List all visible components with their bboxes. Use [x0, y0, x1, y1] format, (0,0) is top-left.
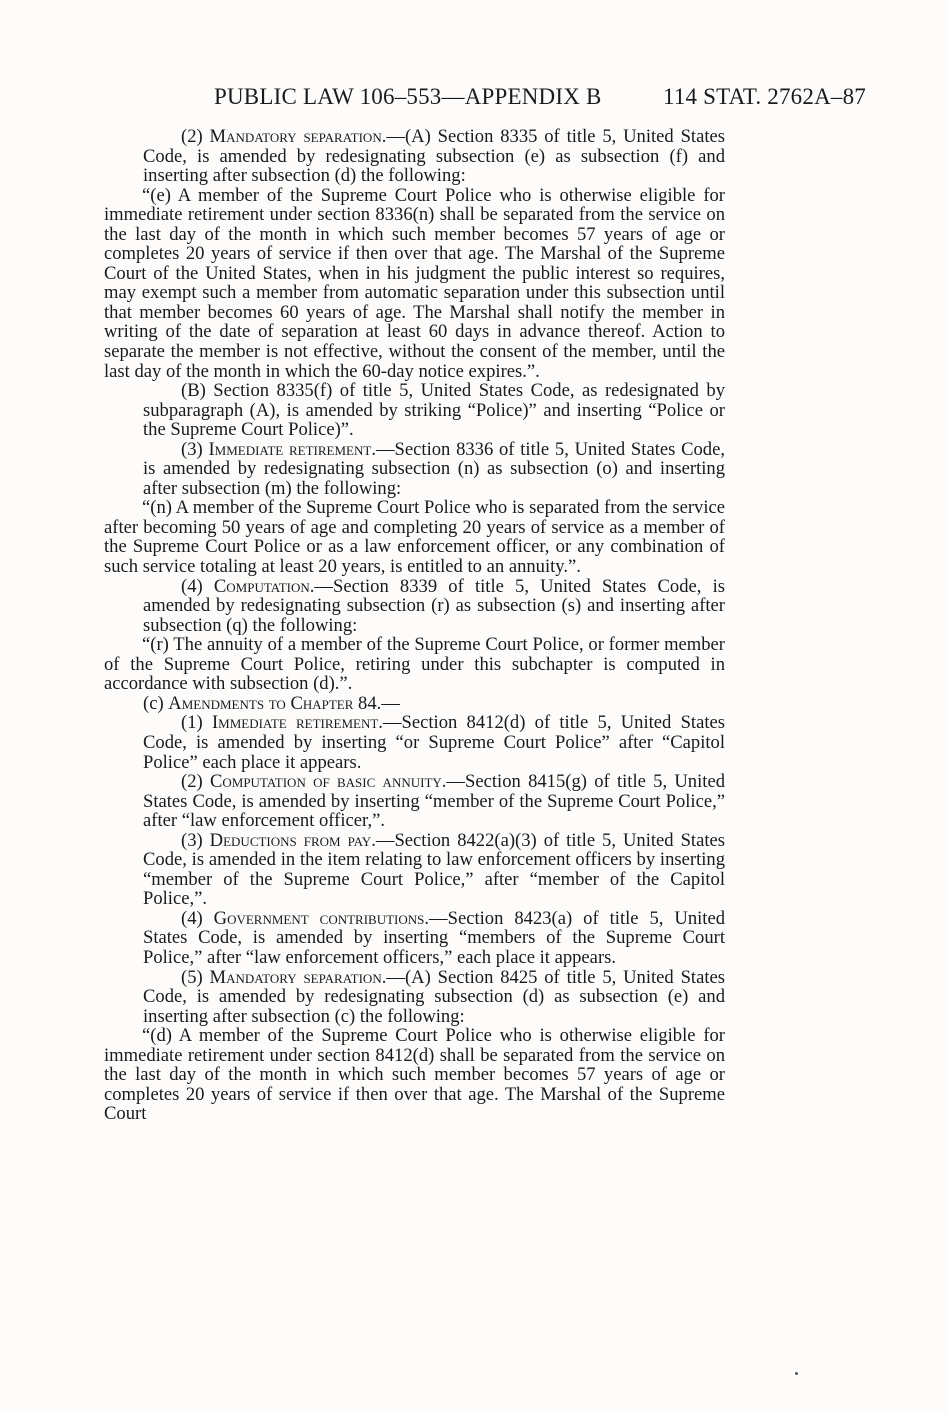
paragraph-number: (2)	[181, 771, 203, 793]
quoted-subsection-n: “(n) A member of the Supreme Court Police who is separated from the service after becoming 50 years of age and completing 20 years of service as a member of the Supreme Court Police or as a law enforcement officer, or any combination of such service totaling at least 20 years, is entitled to an annuity.”.	[104, 497, 725, 578]
paragraph-text: .—(A) Section 8425 of title 5, United States Code, is amended by redesignating subsection (d) as subsection (e) and inserting after subsection (c) the following:	[143, 966, 725, 1027]
paragraph-heading: Deductions from pay	[209, 829, 372, 851]
paragraph-heading: Amendments to Chapter 84	[168, 692, 377, 714]
paragraph-heading: Computation of basic annuity	[209, 771, 442, 793]
paragraph-1-immediate-retirement	[143, 713, 725, 772]
paragraph-4-computation	[143, 577, 725, 636]
paragraph-number: (4)	[181, 575, 203, 597]
paragraph-heading: Mandatory separation	[209, 126, 382, 147]
paragraph-4-government-contributions	[143, 909, 725, 968]
paragraph-heading: Immediate retirement	[208, 438, 372, 460]
quoted-subsection-e: “(e) A member of the Supreme Court Police who is otherwise eligible for immediate retirement under section 8336(n) shall be separated from the service on the last day of the month in which such member becomes 57 years of age or completes 20 years of service if then over that age. The Marshal of the Supreme Court of the United States, when in his judgment the public interest so requires, may exempt such a member from automatic separation under this subsection until that member becomes 60 years of age. The Marshal shall notify the member in writing of the date of separation at least 60 days in advance thereof. Action to separate the member is not effective, without the consent of the member, until the last day of the month in which the 60-day notice expires.”.	[104, 184, 725, 382]
paragraph-text: .—	[376, 692, 400, 714]
public-law-title: PUBLIC LAW 106–553—APPENDIX B	[214, 84, 602, 109]
page-speck-mark	[795, 1372, 798, 1375]
paragraph-heading: Government contributions	[213, 907, 425, 929]
paragraph-text: .—Section 8412(d) of title 5, United States Code, is amended by inserting “or Supreme Court Police” after “Capitol Police” each place it appears.	[143, 712, 725, 773]
paragraph-text: .—Section 8423(a) of title 5, United States Code, is amended by inserting “members of the Supreme Court Police,” after “law enforcement officers,” each place it appears.	[143, 907, 726, 968]
subsection-c-chapter-84	[104, 694, 725, 714]
paragraph-number: (c)	[143, 692, 164, 714]
statute-citation: 114 STAT. 2762A–87	[662, 84, 866, 109]
paragraph-3-deductions-from-pay	[143, 831, 725, 909]
paragraph-heading: Computation	[213, 575, 310, 597]
paragraph-number: (4)	[181, 907, 203, 929]
page-header	[214, 82, 866, 112]
paragraph-text: .—(A) Section 8335 of title 5, United States Code, is amended by redesignating subsection (e) as subsection (f) and inserting after subsection (d) the following:	[143, 126, 725, 187]
paragraph-text: .—Section 8422(a)(3) of title 5, United States Code, is amended in the item relating to law enforcement officers by inserting “member of the Supreme Court Police,” after “member of the Capitol Police,”.	[143, 829, 725, 910]
paragraph-number: (3)	[181, 438, 203, 460]
paragraph-2-computation-basic-annuity	[143, 772, 725, 831]
paragraph-2-mandatory-separation	[143, 127, 725, 186]
subparagraph-b: (B) Section 8335(f) of title 5, United States Code, as redesignated by subparagraph (A), is amended by striking “Police)” and inserting “Police or the Supreme Court Police)”.	[143, 380, 725, 441]
paragraph-number: (5)	[181, 966, 203, 988]
paragraph-5-mandatory-separation	[143, 968, 725, 1027]
paragraph-number: (1)	[181, 712, 203, 734]
paragraph-text: .—Section 8336 of title 5, United States Code, is amended by redesignating subsection (n) as subsection (o) and inserting after subsection (m) the following:	[143, 438, 725, 499]
paragraph-heading: Immediate retirement	[211, 712, 379, 734]
paragraph-number: (3)	[181, 829, 203, 851]
paragraph-3-immediate-retirement	[143, 440, 725, 499]
quoted-subsection-d: “(d) A member of the Supreme Court Police who is otherwise eligible for immediate retirement under section 8412(d) shall be separated from the service on the last day of the month in which such member becomes 57 years of age or completes 20 years of service if then over that age. The Marshal of the Supreme Court	[104, 1025, 725, 1125]
paragraph-text: .—Section 8339 of title 5, United States Code, is amended by redesignating subsection (r) as subsection (s) and inserting after subsection (q) the following:	[143, 575, 726, 636]
paragraph-text: .—Section 8415(g) of title 5, United States Code, is amended by inserting “member of the Supreme Court Police,” after “law enforcement officer,”.	[143, 771, 725, 832]
document-body	[104, 127, 725, 1124]
quoted-subsection-r: “(r) The annuity of a member of the Supreme Court Police, or former member of the Supreme Court Police, retiring under this subchapter is computed in accordance with subsection (d).”.	[104, 634, 725, 695]
paragraph-heading: Mandatory separation	[209, 966, 382, 988]
paragraph-number: (2)	[181, 126, 203, 147]
